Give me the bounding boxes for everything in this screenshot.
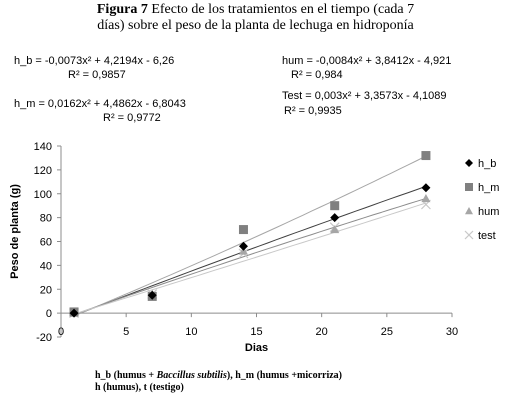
y-tick-label: 0 xyxy=(45,308,52,321)
y-tick-label: 120 xyxy=(33,164,52,177)
equation-h_b: h_b = -0,0073x² + 4,2194x - 6,26 xyxy=(14,55,175,67)
caption-line-2: días) sobre el peso de la planta de lechuga en hidroponía xyxy=(97,18,414,33)
data-points xyxy=(70,151,431,318)
y-axis-title: Peso de planta (g) xyxy=(9,184,21,279)
legend xyxy=(465,158,499,242)
equation-test: Test = 0,003x² + 3,3573x - 4,1089 xyxy=(282,90,447,102)
footnote-text-b: ), h_m (humus +micorriza) xyxy=(226,370,342,381)
x-axis-title: Dias xyxy=(244,342,269,354)
trendline-hum xyxy=(74,199,426,315)
equation-hum: hum = -0,0084x² + 3,8412x - 4,921 xyxy=(282,55,452,67)
y-tick-label: 20 xyxy=(39,284,52,297)
x-tick-label: 20 xyxy=(315,326,328,338)
y-tick-label: 40 xyxy=(39,260,52,273)
legend-label-h_b: h_b xyxy=(478,158,497,170)
legend-label-hum: hum xyxy=(478,206,500,218)
y-tick-label: 140 xyxy=(33,141,52,153)
point-h_b xyxy=(330,213,339,222)
r2-hum: R² = 0,984 xyxy=(291,69,343,81)
point-h_m xyxy=(421,151,430,160)
trendline-test xyxy=(74,203,426,314)
caption-label: Figura 7 xyxy=(96,2,148,17)
footnote-line-2: h (humus), t (testigo) xyxy=(95,382,184,393)
point-h_m xyxy=(239,225,248,234)
legend-label-h_m: h_m xyxy=(478,182,500,194)
trendlines xyxy=(74,156,426,316)
trendline-h_m xyxy=(74,156,426,316)
point-hum xyxy=(421,194,430,202)
point-h_b xyxy=(239,242,248,251)
y-tick-label: -20 xyxy=(36,332,52,344)
legend-marker-h_m xyxy=(465,183,473,191)
equation-h_m: h_m = 0,0162x² + 4,4862x - 6,8043 xyxy=(14,98,186,110)
x-tick-label: 0 xyxy=(57,326,65,338)
footnote xyxy=(95,370,342,394)
y-tick-label: 80 xyxy=(39,212,52,225)
legend-marker-hum xyxy=(465,207,473,214)
caption-text: Efecto de los tratamientos en el tiempo (cada 7 xyxy=(151,2,415,17)
legend-label-test: test xyxy=(478,230,496,242)
point-h_m xyxy=(330,201,339,210)
point-h_b xyxy=(421,183,430,192)
x-tick-label: 30 xyxy=(445,326,459,338)
r2-h_b: R² = 0,9857 xyxy=(68,69,126,81)
x-tick-label: 15 xyxy=(250,326,263,338)
y-tick-label: 60 xyxy=(39,236,52,249)
r2-test: R² = 0,9935 xyxy=(284,105,342,117)
footnote-text-a: h_b (humus + xyxy=(95,370,157,381)
x-tick-label: 25 xyxy=(380,326,393,338)
x-tick-label: 5 xyxy=(123,326,130,338)
legend-marker-h_b xyxy=(465,159,473,167)
legend-marker-test xyxy=(465,231,473,239)
footnote-line-1 xyxy=(95,370,342,382)
y-tick-label: 100 xyxy=(33,188,52,201)
footnote-italic: Baccillus subtilis xyxy=(156,370,227,381)
r2-h_m: R² = 0,9772 xyxy=(103,112,161,124)
x-tick-label: 10 xyxy=(185,326,198,338)
